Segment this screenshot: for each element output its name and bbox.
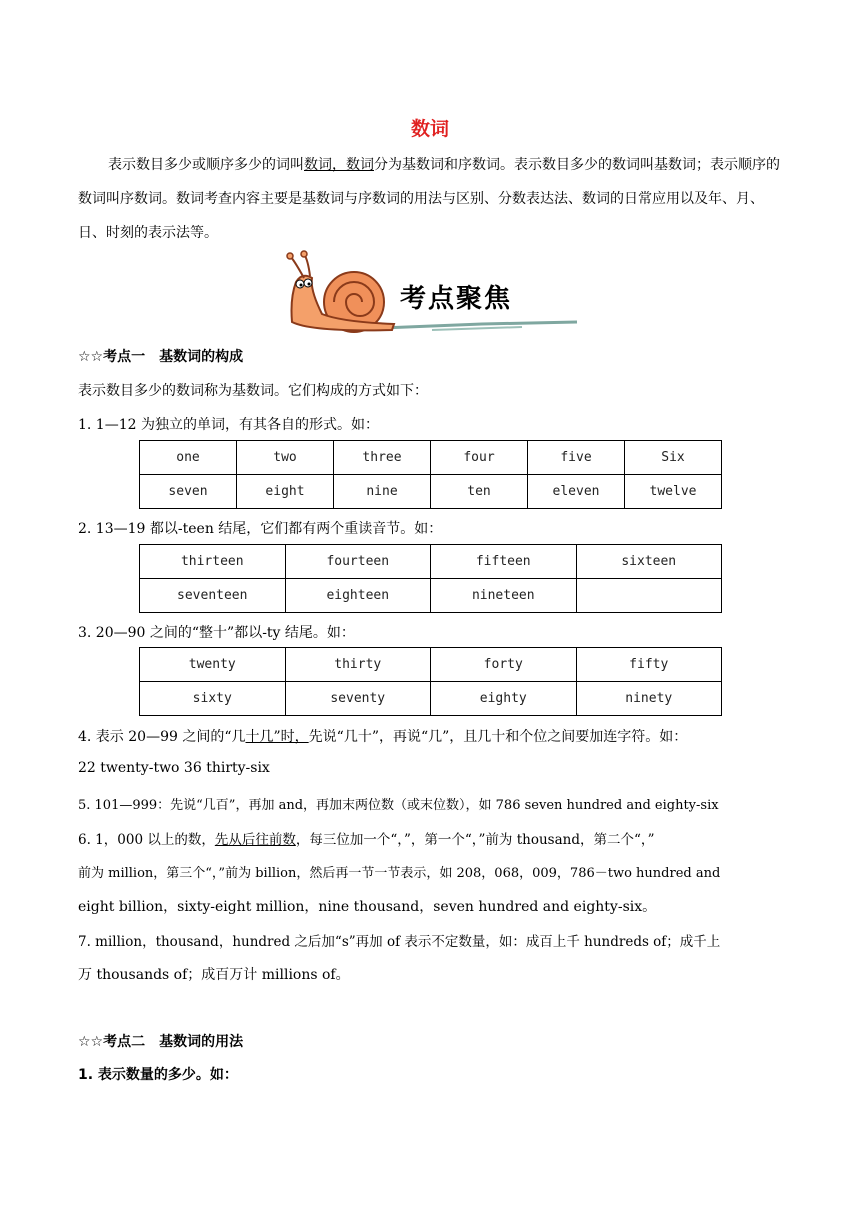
table-cell: twenty xyxy=(140,648,286,682)
table-cell: thirteen xyxy=(140,545,286,579)
table-cell: ten xyxy=(431,475,528,509)
intro-text-2: 分为基数词和序数词。表示数目多少的数词叫基数词；表示顺序的数词叫序数词。数词考查内容主要是基数词与序数词的用法与区别、分数表达法、数词的日常应用以及年、月、日、时刻的表示法等。 xyxy=(78,157,780,241)
table-cell: thirty xyxy=(285,648,431,682)
table-cell: fourteen xyxy=(285,545,431,579)
section1-item6-line2: 前为 million，第三个“，”前为 billion，然后再一节一节表示，如 208，068，009，786－two hundred and xyxy=(78,866,721,881)
table-cell: eighty xyxy=(431,682,577,716)
table-cell: eleven xyxy=(528,475,625,509)
table-cell: four xyxy=(431,441,528,475)
table-cell: ninety xyxy=(576,682,722,716)
section1-item6-line3: eight billion，sixty-eight million，nine thousand，seven hundred and eighty-six。 xyxy=(78,899,657,915)
table-cell: sixty xyxy=(140,682,286,716)
section1-item7-line2: 万 thousands of；成百万计 millions of。 xyxy=(78,967,350,983)
intro-underline-1: 数词， xyxy=(304,157,346,173)
banner-text: 考点聚焦 xyxy=(400,284,513,314)
section1-item5: 5. 101—999：先说“几百”，再加 and，再加末两位数（或末位数），如 786 seven hundred and eighty-six xyxy=(78,798,719,813)
table-cell: twelve xyxy=(625,475,722,509)
table-cell: seventeen xyxy=(140,579,286,613)
table-cell: eight xyxy=(237,475,334,509)
table-cell: nineteen xyxy=(431,579,577,613)
page-title: 数词 xyxy=(410,118,449,140)
table-cell: Six xyxy=(625,441,722,475)
table-cell: two xyxy=(237,441,334,475)
table-cell: nine xyxy=(334,475,431,509)
table-cell: eighteen xyxy=(285,579,431,613)
table-teens xyxy=(139,544,722,613)
table-cell: seven xyxy=(140,475,237,509)
table-cell: fifty xyxy=(576,648,722,682)
intro-paragraph xyxy=(78,148,784,250)
section1-desc: 表示数目多少的数词称为基数词。它们构成的方式如下： xyxy=(78,383,428,399)
table-row xyxy=(140,682,722,716)
section1-item1: 1. 1—12 为独立的单词，有其各自的形式。如： xyxy=(78,417,379,433)
table-tens xyxy=(139,647,722,716)
section2-heading: ☆☆考点二 基数词的用法 xyxy=(78,1034,244,1050)
table-row xyxy=(140,545,722,579)
item6-text-b: ，每三位加一个“，”，第一个“，”前为 thousand，第二个“，” xyxy=(295,832,655,848)
table-cell: sixteen xyxy=(576,545,722,579)
item4-text-b: 先说“几十”，再说“几”，且几十和个位之间要加连字符。如： xyxy=(308,729,688,745)
section1-item4 xyxy=(78,726,687,746)
table-cell: five xyxy=(528,441,625,475)
section2-item1: 1. 表示数量的多少。如： xyxy=(78,1067,238,1083)
table-cell: three xyxy=(334,441,431,475)
section-banner xyxy=(282,250,582,338)
section1-item4-example: 22 twenty-two 36 thirty-six xyxy=(78,760,270,776)
section1-item6 xyxy=(78,828,655,848)
table-cell: fifteen xyxy=(431,545,577,579)
section1-item3: 3. 20—90 之间的“整十”都以-ty 结尾。如： xyxy=(78,625,355,641)
intro-underline-2: 数词 xyxy=(346,157,374,173)
table-1-12 xyxy=(139,440,722,509)
intro-text-1: 表示数目多少或顺序多少的词叫 xyxy=(108,157,304,173)
item4-underline: 十几”时， xyxy=(245,729,309,745)
item6-underline: 先从后往前数 xyxy=(214,832,296,848)
table-cell xyxy=(576,579,722,613)
table-row xyxy=(140,475,722,509)
table-cell: forty xyxy=(431,648,577,682)
table-row xyxy=(140,441,722,475)
section1-item2: 2. 13—19 都以-teen 结尾，它们都有两个重读音节。如： xyxy=(78,521,443,537)
table-cell: seventy xyxy=(285,682,431,716)
table-cell: one xyxy=(140,441,237,475)
section1-heading: ☆☆考点一 基数词的构成 xyxy=(78,349,244,365)
section1-item7: 7. million，thousand，hundred 之后加“s”再加 of 表示不定数量，如：成百上千 hundreds of；成千上 xyxy=(78,934,721,950)
table-row xyxy=(140,579,722,613)
item4-text-a: 4. 表示 20—99 之间的“几 xyxy=(78,729,246,745)
item6-text-a: 6. 1，000 以上的数， xyxy=(78,832,215,848)
table-row xyxy=(140,648,722,682)
